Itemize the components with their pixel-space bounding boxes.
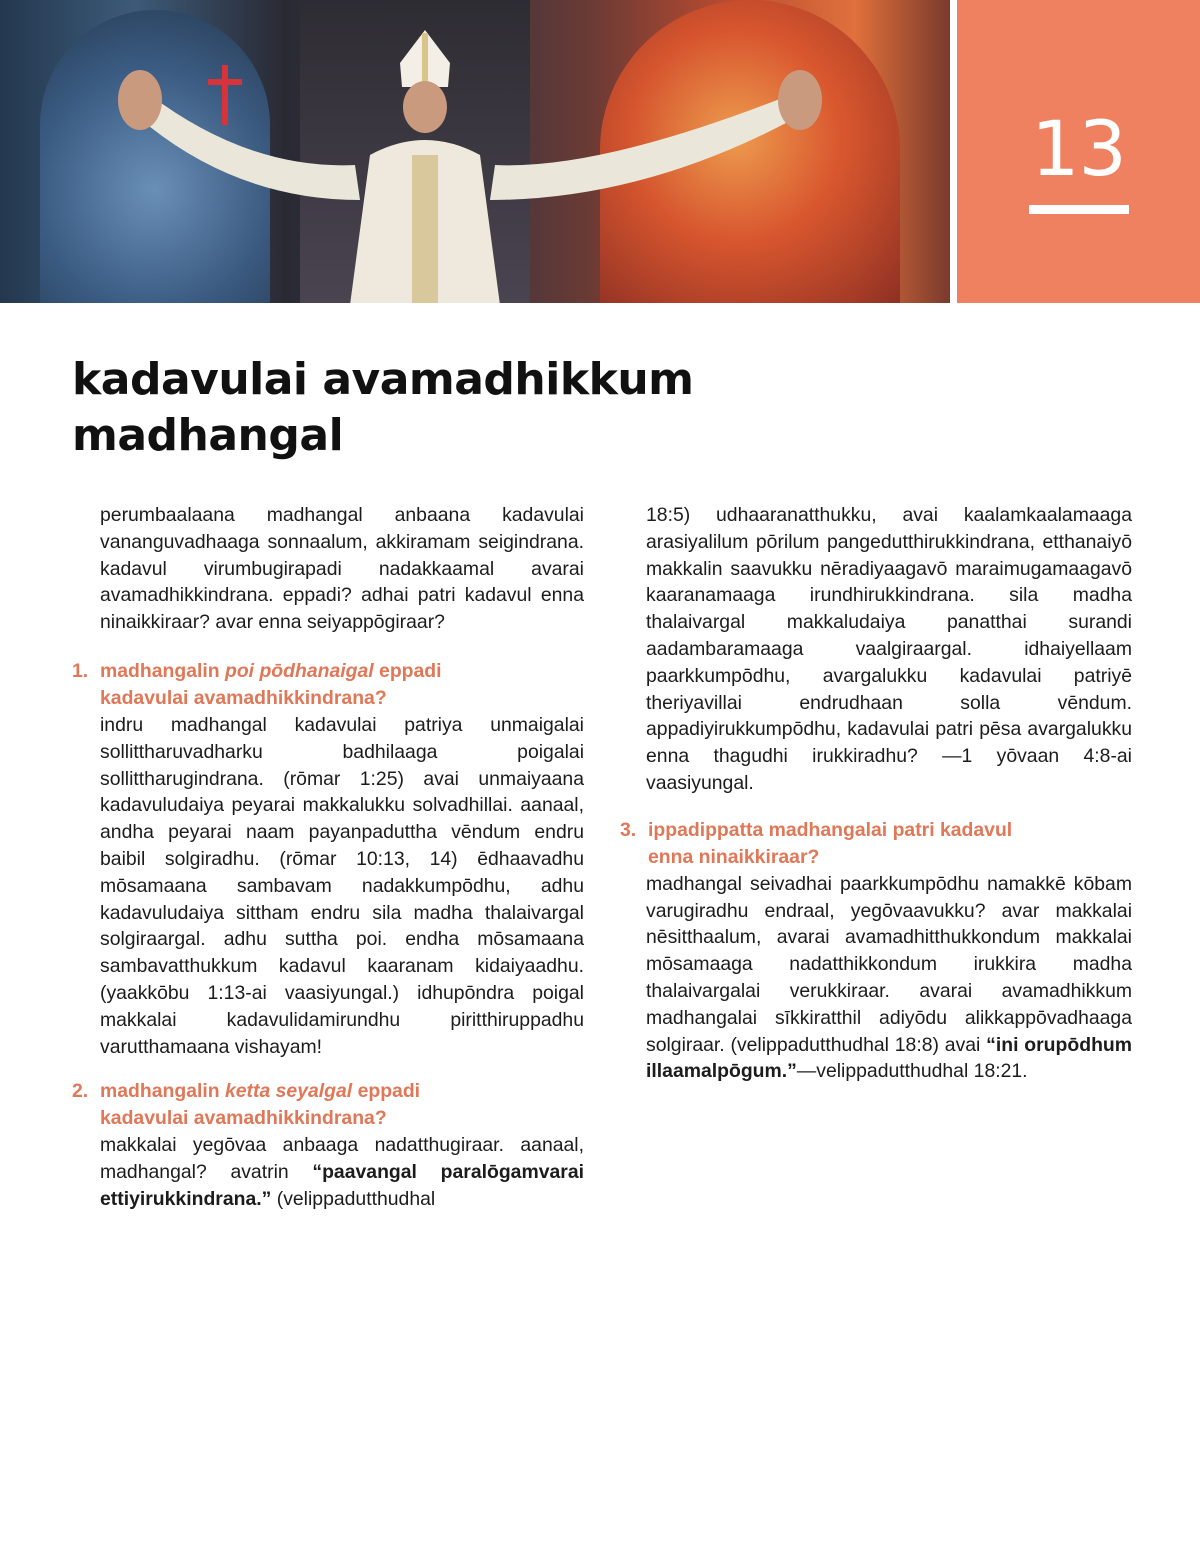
title-line-2: madhangal (72, 410, 344, 461)
question-1-text-c: kadavulai avamadhikkindrana? (100, 686, 387, 709)
question-2-text-c: kadavulai avamadhikkindrana? (100, 1107, 387, 1130)
section-3-scripture-quote: “ini orupōdhum illaamalpōgum.” (646, 1033, 1132, 1083)
section-2-scripture-quote: “paavangal paralōgamvarai ettiyirukkindrana.” (100, 1161, 584, 1210)
section-2-text-b: (velippadutthudhal (271, 1187, 436, 1210)
question-1-text-a: madhangalin (100, 659, 225, 682)
section-3-text-a: madhangal seivadhai paarkkumpōdhu namakkē kōbam varugiradhu endraal, yegōvaavukku? avar makkalai nēsitthaalum, avarai avamadhitthukkondum makkalai mōsamaaga nadatthikkondum irukkira madha thalaivargalai verukkiraar. avarai avamadhikkum madhangalai sīkkiratthil adiyōdu alikkappōvadhaaga solgiraar. (velippadutthudhal 18:8) avai (646, 872, 1132, 1056)
question-1-emphasis: poi pōdhanaigal (224, 659, 374, 682)
section-2-text-a: makkalai yegōvaa anbaaga nadatthugiraar. aanaal, madhangal? avatrin (100, 1134, 584, 1184)
intro-paragraph: perumbaalaana madhangal anbaana kadavulai vananguvadhaaga sonnaalum, akkiramam seigindrana. kadavul virumbugirapadi nadakkaamal avarai avamadhikkindrana. eppadi? adhai patri kadavul enna ninaikkiraar? avar enna seiyappōgiraar? (100, 504, 584, 634)
question-2-emphasis: ketta seyalgal (224, 1080, 353, 1103)
question-2-text-a: madhangalin (100, 1080, 225, 1103)
section-3-text-b: —velippadutthudhal 18:21. (796, 1060, 1028, 1083)
question-3-text-b: enna ninaikkiraar? (648, 845, 820, 868)
question-3-text-a: ippadippatta madhangalai patri kadavul (648, 818, 1013, 841)
question-2-number: 2. (72, 1080, 89, 1103)
question-2-text-b: eppadi (352, 1080, 421, 1103)
hero-image (0, 0, 950, 303)
section-2-body-continued: 18:5) udhaaranatthukku, avai kaalamkaalamaaga arasiyalilum pōrilum pangedutthirukkindrana, etthanaiyō makkalin saavukku nēradiyaagavō maraimugamaagavō kaaranamaaga irundhirukkindrana. sila madha thalaivargal makkaludaiya panatthai surandi aadambaramaaga vaalgiraargal. idhaiyellaam paarkkumpōdhu, avargalukku kadavulai patriyē theriyavillai endrudhaan solla vēndum. appadiyirukkumpōdhu, kadavulai patri pēsa avargalukku enna thagudhi irukkiradhu? —1 yōvaan 4:8-ai vaasiyungal. (646, 504, 1132, 794)
raised-arms (0, 0, 950, 303)
question-3-number: 3. (620, 818, 637, 841)
title-line-1: kadavulai avamadhikkum (72, 354, 694, 405)
section-1-body: indru madhangal kadavulai patriya unmaigalai sollittharuvadharku badhilaaga poigalai sollittharugindrana. (rōmar 1:25) avai unmaiyaana kadavuludaiya peyarai makkalukku solvadhillai. aanaal, andha peyarai naam payanpaduttha vēndum endru baibil solgiradhu. (rōmar 10:13, 14) ēdhaavadhu mōsamaana sambavam nadakkumpōdhu, adhu kadavuludaiya sittham endru sila madha thalaivargal solgiraargal. adhu suttha poi. endha mōsamaana sambavatthukkum kadavul kaaranam kidaiyaadhu. (yaakkōbu 1:13-ai vaasiyungal.) idhupōndra poigal makkalai kadavulidamirundhu piritthiruppadhu varutthamaana vishayam! (100, 713, 584, 1058)
right-column (620, 502, 1132, 1085)
question-2-heading (72, 1078, 584, 1132)
chapter-underline (1029, 205, 1129, 214)
question-3-heading (620, 817, 1132, 871)
page-title (72, 352, 872, 464)
question-1-text-b: eppadi (373, 659, 442, 682)
section-2-body-start (72, 1132, 584, 1212)
section-3-body (620, 871, 1132, 1085)
chapter-number: 13 (1031, 104, 1126, 193)
question-1-number: 1. (72, 659, 89, 682)
chapter-badge (957, 0, 1200, 303)
left-column (72, 502, 584, 1213)
question-1-heading (72, 658, 584, 712)
